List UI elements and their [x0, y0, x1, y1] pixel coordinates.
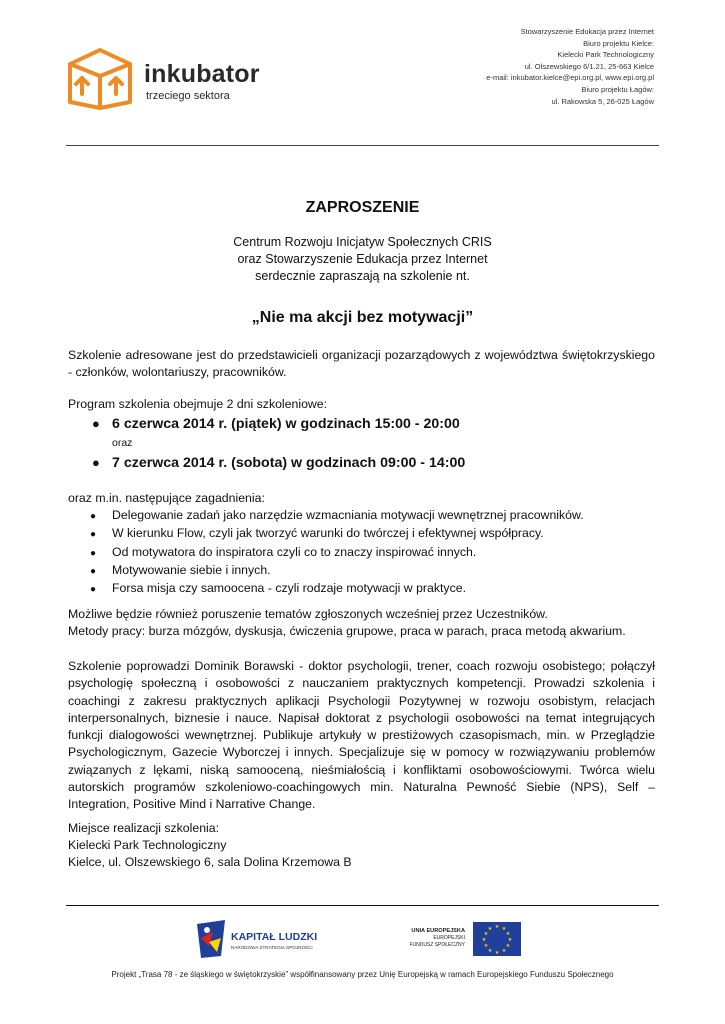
audience-paragraph: Szkolenie adresowane jest do przedstawicieli organizacji pozarządowych z województwa świętokrzyskiego - członków, wolontariuszy, pracowników. — [68, 348, 655, 380]
list-item: ● Forsa misja czy samoocena - czyli rodzaje motywacji w praktyce. — [90, 580, 584, 598]
list-item: ● Od motywatora do inspiratora czyli co to znaczy inspirować innych. — [90, 544, 584, 562]
date-text: 6 czerwca 2014 r. (piątek) w godzinach 15:00 - 20:00 — [112, 416, 460, 432]
contact-line: Biuro projektu Kielce: — [583, 38, 654, 48]
eu-line: EUROPEJSKI — [433, 935, 465, 941]
bullet-icon: ● — [90, 529, 97, 541]
kl-title: KAPITAŁ LUDZKI — [231, 931, 318, 943]
svg-text:★: ★ — [494, 950, 500, 956]
kapital-ludzki-mark-icon — [197, 920, 225, 958]
place-label: Miejsce realizacji szkolenia: — [68, 821, 220, 835]
topics-intro: oraz m.in. następujące zagadnienia: — [68, 491, 265, 505]
header-divider — [66, 145, 659, 146]
contact-line: e-mail: inkubator.kielce@epi.org.pl, www.epi.org.pl — [486, 73, 654, 83]
topics-list — [90, 507, 584, 598]
bullet-icon: ● — [92, 416, 100, 431]
svg-text:★: ★ — [483, 931, 489, 937]
svg-text:★: ★ — [483, 943, 489, 949]
svg-text:★: ★ — [487, 926, 493, 932]
box-arrows-icon — [64, 44, 138, 112]
footer-divider — [66, 905, 659, 906]
svg-text:★: ★ — [501, 926, 507, 932]
training-title: „Nie ma akcji bez motywacji” — [251, 309, 474, 326]
methods-paragraph: Metody pracy: burza mózgów, dyskusja, ćwiczenia grupowe, praca w parach, praca metodą akwarium. — [68, 624, 626, 638]
svg-text:★: ★ — [487, 948, 493, 954]
bullet-icon: ● — [92, 455, 100, 470]
trainer-paragraph: Szkolenie poprowadzi Dominik Borawski - doktor psychologii, trener, coach rozwoju osobistego; połączył psychologię społeczną i osobowości z nauczaniem praktycznych kompetencji. Prowadzi szkolenia i coachingi z zakresu praktycznych aplikacji Psychologii Pozytywnej w rozwoju osobistym, relacjach interpersonalnych, biznesie i nauce. Napisał doktorat z psychologii osobowości na temat integrujących funkcji dialogowości wewnętrznej. Publikuje artykuły w prestiżowych czasopismach, min. w Przeglądzie Psychologicznym, Gazecie Wyborczej i innych. Specjalizuje się w pomocy w rozwiązywaniu problemów związanych z lękami, niską samooceną, nieśmiałością i konfliktami osobowościowymi. Twórca wielu autorskich programów szkoleniowo-coachingowych min. Naturalna Pewność Siebie (NPS), Self – Integration, Positive Mind i Narrative Change. — [68, 659, 655, 812]
logo-subtitle: trzeciego sektora — [146, 90, 230, 102]
eu-line: FUNDUSZ SPOŁECZNY — [409, 942, 465, 948]
extra-topics-paragraph: Możliwe będzie również poruszenie tematów zgłoszonych wcześniej przez Uczestników. — [68, 607, 548, 621]
contact-line: Kielecki Park Technologiczny — [557, 50, 654, 60]
date-text: 7 czerwca 2014 r. (sobota) w godzinach 09:00 - 14:00 — [112, 455, 466, 471]
contact-line: Stowarzyszenie Edukacja przez Internet — [520, 27, 654, 36]
kl-subtitle: NARODOWA STRATEGIA SPÓJNOŚCI — [231, 945, 313, 950]
place-line: Kielce, ul. Olszewskiego 6, sala Dolina Krzemowa B — [68, 855, 352, 869]
footer-text: Projekt „Trasa 78 - ze śląskiego w świętokrzyskie” współfinansowany przez Unię Europejską w ramach Europejskiego Funduszu Społecznego — [111, 970, 614, 979]
place-line: Kielecki Park Technologiczny — [68, 838, 227, 852]
contact-line: ul. Olszewskiego 6/1.21, 25-663 Kielce — [524, 61, 654, 71]
intro-block — [66, 234, 659, 285]
intro-line: Centrum Rozwoju Inicjatyw Społecznych CRIS — [233, 235, 492, 249]
svg-text:★: ★ — [481, 937, 487, 943]
svg-text:★: ★ — [494, 924, 500, 930]
inkubator-logo — [64, 44, 264, 114]
bullet-icon: ● — [90, 547, 97, 559]
intro-line: serdecznie zapraszają na szkolenie nt. — [255, 269, 470, 283]
logo-title: inkubator — [144, 60, 260, 88]
list-item: ● Delegowanie zadań jako narzędzie wzmacniania motywacji wewnętrznej pracowników. — [90, 507, 584, 525]
contact-line: Biuro projektu Łagów: — [581, 84, 654, 94]
list-item: ● W kierunku Flow, czyli jak tworzyć warunki do twórczej i efektywnej współpracy. — [90, 525, 584, 543]
bullet-icon: ● — [90, 511, 97, 522]
program-intro: Program szkolenia obejmuje 2 dni szkoleniowe: — [68, 397, 328, 411]
contact-block — [486, 26, 654, 107]
kapital-ludzki-and-eu-logos — [195, 918, 525, 960]
document-title: ZAPROSZENIE — [305, 199, 420, 216]
svg-text:★: ★ — [507, 937, 513, 943]
svg-text:★: ★ — [501, 948, 507, 954]
list-item: ● Motywowanie siebie i innych. — [90, 562, 584, 580]
contact-line: ul. Rakowska 5, 26-025 Łagów — [551, 96, 654, 106]
date-item-2 — [92, 455, 465, 471]
date-connector: oraz — [112, 437, 133, 449]
eu-title: UNIA EUROPEJSKA — [411, 928, 465, 934]
funding-logos — [195, 918, 525, 960]
intro-line: oraz Stowarzyszenie Edukacja przez Internet — [237, 252, 488, 266]
bullet-icon: ● — [90, 584, 97, 596]
bullet-icon: ● — [90, 565, 97, 577]
date-item-1 — [92, 416, 460, 432]
svg-text:★: ★ — [505, 931, 511, 937]
svg-text:★: ★ — [505, 943, 511, 949]
